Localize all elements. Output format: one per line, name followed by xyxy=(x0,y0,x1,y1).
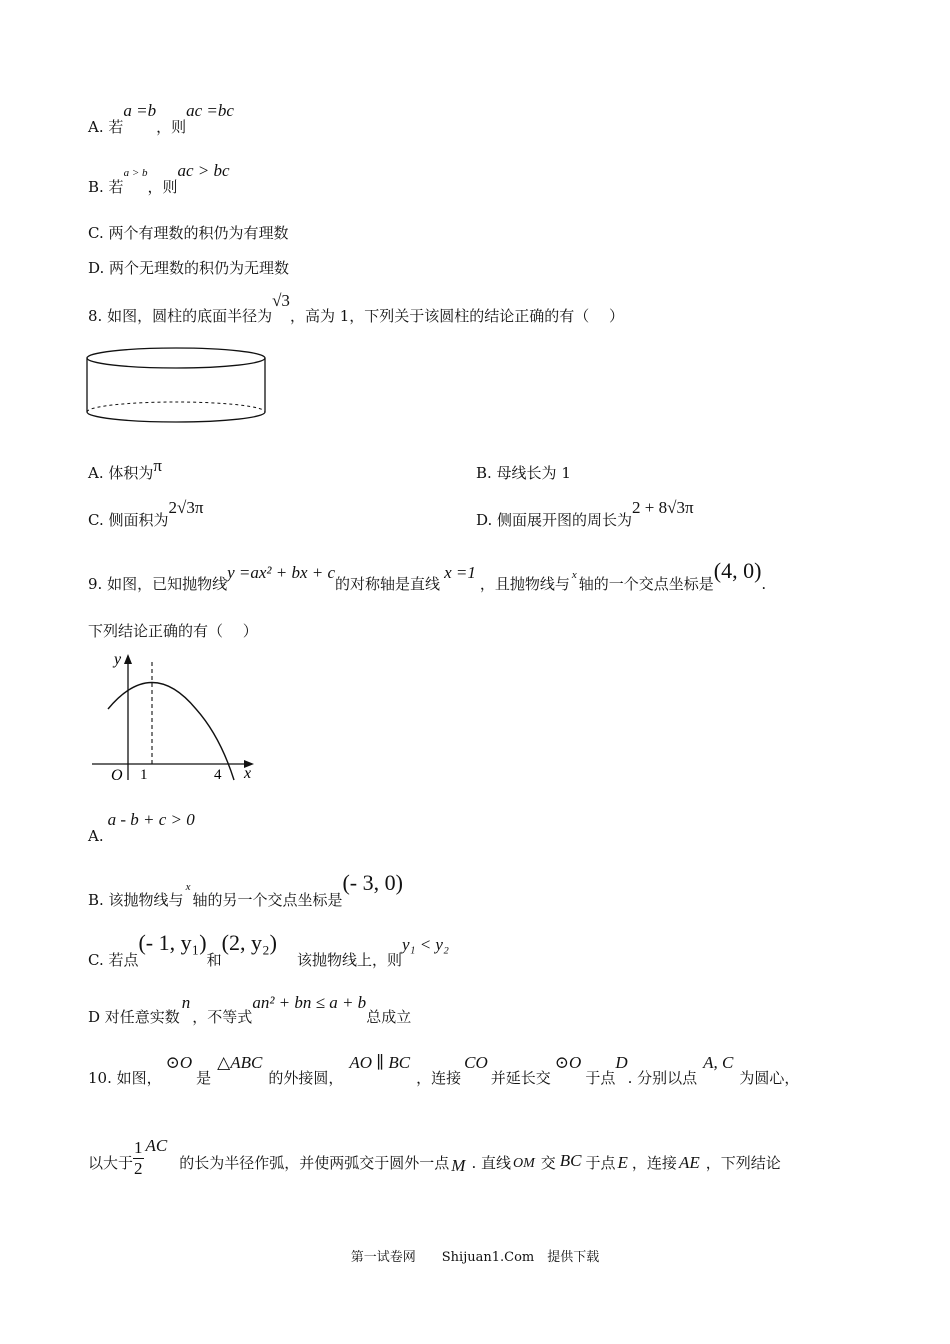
q7-option-b: B. 若a > b，则ac > bc xyxy=(88,161,230,196)
q8-option-c: C. 侧面积为2√3π xyxy=(88,498,204,529)
parabola-curve xyxy=(108,683,234,781)
q8-option-b: B. 母线长为 1 xyxy=(476,464,571,482)
q7-option-d: D. 两个无理数的积仍为无理数 xyxy=(88,259,290,277)
q9-option-c: C. 若点(- 1, y₁)和(2, y₂)该抛物线上，则y₁ < y₂ xyxy=(88,930,449,969)
q9-option-a: A.a - b + c > 0 xyxy=(88,810,195,845)
q8-radius: √3 xyxy=(272,291,290,310)
cylinder-bottom-back xyxy=(87,402,265,412)
q9-stem-line2: 下列结论正确的有（ ） xyxy=(88,622,258,640)
q7-b-result: ac > bc xyxy=(177,161,230,180)
cylinder-bottom-front xyxy=(87,412,265,422)
q7-a-result: ac =bc xyxy=(186,101,234,120)
q9-parabola-eq: y =ax² + bx + c xyxy=(227,563,336,582)
q8-option-d: D. 侧面展开图的周长为2 + 8√3π xyxy=(476,498,694,529)
q9-intercept-point: (4, 0) xyxy=(713,558,762,583)
q9-option-b: B. 该抛物线与x轴的另一个交点坐标是(- 3, 0) xyxy=(88,870,403,909)
cylinder-figure xyxy=(84,346,270,426)
q7-option-c: C. 两个有理数的积仍为有理数 xyxy=(88,224,289,242)
q7-b-cond: a > b xyxy=(123,167,148,179)
q8-stem: 8. 如图，圆柱的底面半径为√3，高为 1，下列关于该圆柱的结论正确的有（ ） xyxy=(88,291,625,325)
graph-y-label: y xyxy=(114,651,122,668)
q10-line2: 以大于 $\frac{1}{2}$ AC的长为半径作弧，并使两弧交于圆外一点 M . 直线 OM 交 BC 于点 E ，连接 AE ，下列结论 xyxy=(88,1135,781,1178)
graph-origin-label: O xyxy=(111,767,123,784)
page-footer: 第一试卷网 Shijuan1.Com 提供下载 xyxy=(350,1250,600,1265)
q8-option-a: A. 体积为π xyxy=(88,456,162,482)
parabola-graph xyxy=(88,646,268,786)
y-axis-arrow-icon xyxy=(124,654,132,664)
q7-a-cond: a =b xyxy=(123,101,157,120)
graph-tick-1: 1 xyxy=(140,767,148,783)
graph-x-label: x xyxy=(244,765,252,782)
cylinder-top-ellipse xyxy=(87,348,265,368)
q10-line1: 10. 如图，⊙O是△ABC的外接圆，AO ∥ BC，连接CO并延长交⊙O于点D. 分别以点A, C为圆心， xyxy=(88,1053,800,1087)
one-half-fraction: $\frac{1}{2}$ xyxy=(134,1138,143,1178)
q9-stem-line1: 9. 如图，已知抛物线y =ax² + bx + c的对称轴是直线x =1，且抛物线与 x 轴的一个交点坐标是(4, 0). xyxy=(88,558,767,593)
q9-option-d: D 对任意实数n，不等式an² + bn ≤ a + b总成立 xyxy=(88,993,412,1026)
q7-option-a: A. 若a =b，则ac =bc xyxy=(88,101,234,136)
graph-tick-4: 4 xyxy=(214,767,222,783)
